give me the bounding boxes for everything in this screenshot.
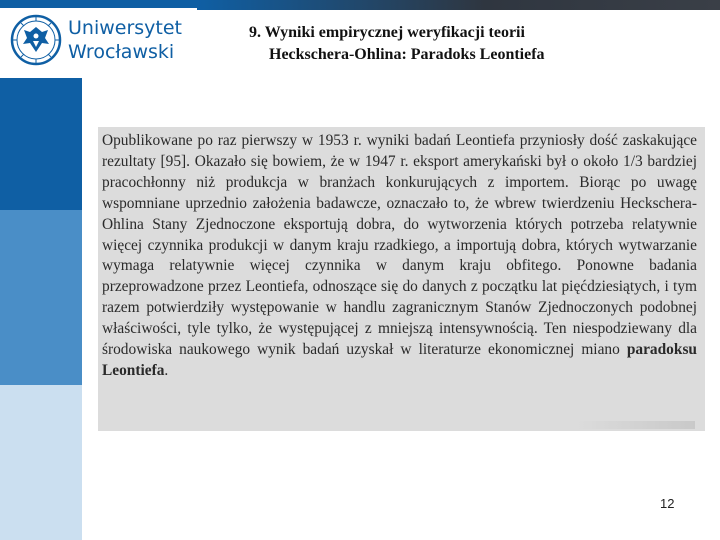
header-stripe bbox=[197, 0, 720, 10]
slide-title-line1: 9. Wyniki empirycznej weryfikacji teorii bbox=[249, 24, 525, 41]
excerpt-tail: . bbox=[164, 361, 169, 379]
page-number: 12 bbox=[660, 496, 675, 511]
scan-edge-artifact bbox=[575, 421, 695, 429]
slide-title-line2: Heckschera-Ohlina: Paradoks Leontiefa bbox=[269, 46, 545, 63]
university-name-line1: Uniwersytet bbox=[68, 17, 182, 39]
slide-title bbox=[249, 22, 709, 66]
sidebar-band-dark bbox=[0, 78, 82, 210]
slide-header bbox=[197, 0, 720, 77]
excerpt-body: Opublikowane po raz pierwszy w 1953 r. wyniki badań Leontiefa przyniosły dość zaskakujące rezultaty [95]. Okazało się bowiem, że w 1947 r. eksport amerykański był o około 1/3 bardziej pracochłonny niż produkcja w branżach konkurujących z importem. Biorąc po uwagę wspomniane uprzednio założenia badawcze, oznaczało to, że wbrew twierdzeniu Heckschera-Ohlina Stany Zjednoczone eksportują dobra, do wytworzenia których potrzeba relatywnie więcej czynnika produkcji w danym kraju rzadkiego, a importują dobra, których wytwarzanie wymaga relatywnie więcej czynnika w danym kraju obfitego. Ponowne badania przeprowadzone przez Leontiefa, odnoszące się do danych z początku lat pięćdziesiątych, i tym razem potwierdziły występowanie w handlu zagranicznym Stanów Zjednoczonych podobnej właściwości, tyle tylko, że występującej z mniejszą intensywnością. Ten niespodziewany dla środowiska naukowego wynik badań uzyskał w literaturze ekonomicznej miano bbox=[102, 132, 697, 359]
sidebar-band-mid bbox=[0, 210, 82, 385]
university-name-line2: Wrocławski bbox=[68, 41, 175, 63]
sidebar-band-light bbox=[0, 385, 82, 540]
header-accent-bar bbox=[0, 0, 197, 8]
university-seal-icon bbox=[10, 14, 62, 66]
university-name bbox=[68, 16, 182, 64]
scanned-text-excerpt bbox=[98, 127, 705, 431]
university-logo bbox=[0, 8, 197, 76]
excerpt-emphasis: paradoksu Leontiefa bbox=[102, 341, 697, 379]
